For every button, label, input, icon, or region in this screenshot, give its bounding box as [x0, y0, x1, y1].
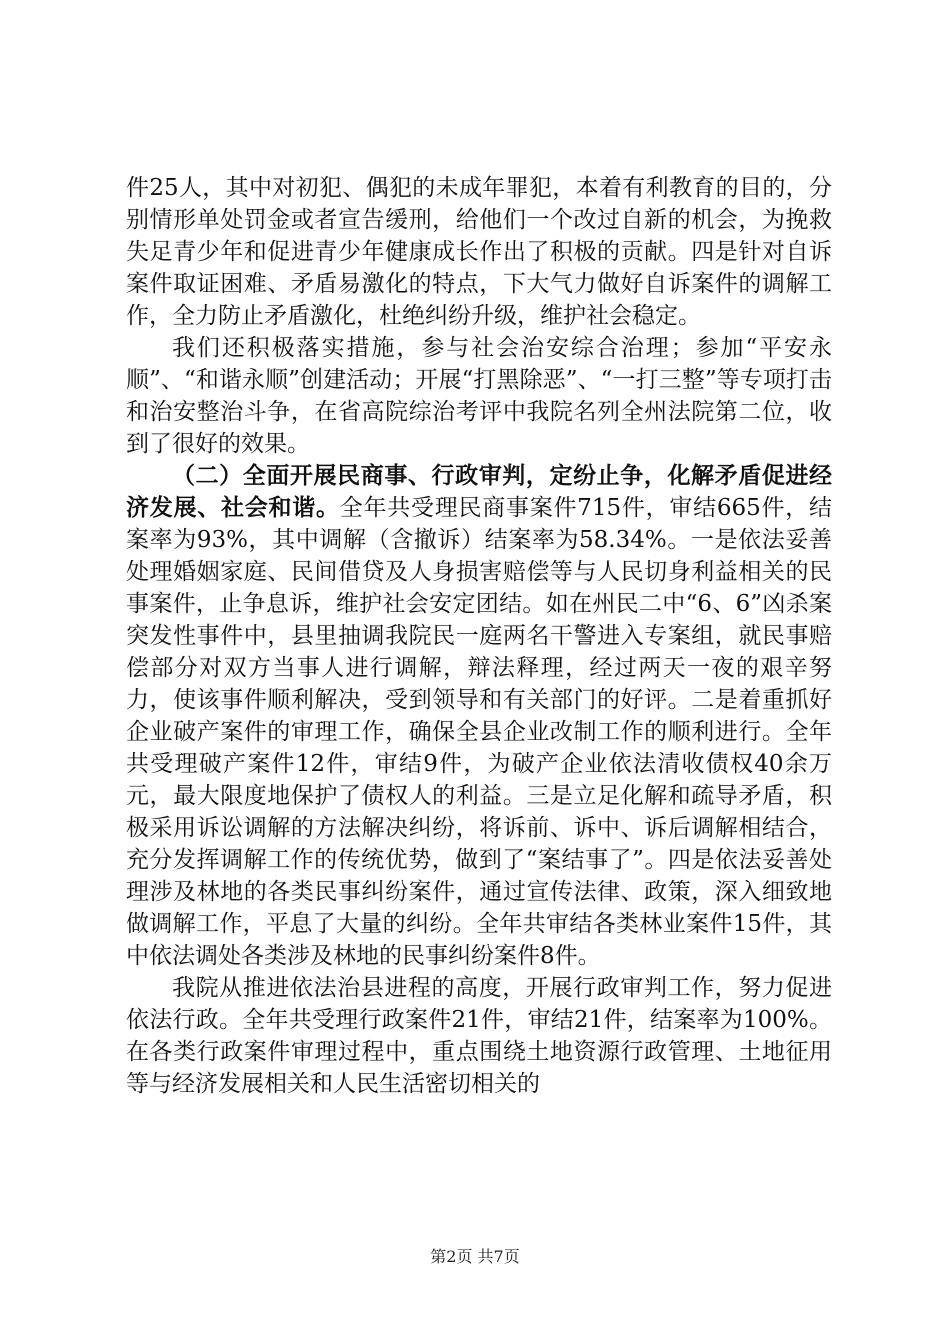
paragraph-text: 全年共受理民商事案件715件，审结665件，结案率为93%，其中调解（含撤诉）结案率为58.34%。一是依法妥善处理婚姻家庭、民间借贷及人身损害赔偿等与人民切身利益相关的民事案件，止争息诉，维护社会安定团结。如在州民二中“6、6”凶杀案突发性事件中，县里抽调我院民一庭两名干警进入专案组，就民事赔偿部分对双方当事人进行调解，辩法释理，经过两天一夜的艰辛努力，使该事件顺利解决，受到领导和有关部门的好评。二是着重抓好企业破产案件的审理工作，确保全县企业改制工作的顺利进行。全年共受理破产案件12件，审结9件，为破产企业依法清收债权40余万元，最大限度地保护了债权人的利益。三是立足化解和疏导矛盾，积极采用诉讼调解的方法解决纠纷，将诉前、诉中、诉后调解相结合，充分发挥调解工作的传统优势，做到了“案结事了”。四是依法妥善处理涉及林地的各类民事纠纷案件，通过宣传法律、政策，深入细致地做调解工作，平息了大量的纠纷。全年共审结各类林业案件15件，其中依法调处各类涉及林地的民事纠纷案件8件。 [126, 495, 832, 969]
page-footer: 第2页 共7页 [430, 1247, 520, 1266]
paragraph-text: 我院从推进依法治县进程的高度，开展行政审判工作，努力促进依法行政。全年共受理行政案件21件，审结21件，结案率为100%。在各类行政案件审理过程中，重点围绕土地资源行政管理、土地征用等与经济发展相关和人民生活密切相关的 [126, 975, 832, 1097]
section-heading: （二）全面开展民商事、行政审判，定纷止争，化解矛盾促进经济发展、社会和谐。 [126, 462, 832, 521]
paragraph-1 [126, 172, 832, 332]
paragraph-2 [126, 332, 832, 460]
paragraph-text: 件25人，其中对初犯、偶犯的未成年罪犯，本着有利教育的目的，分别情形单处罚金或者宣告缓刑，给他们一个改过自新的机会，为挽救失足青少年和促进青少年健康成长作出了积极的贡献。四是针对自诉案件取证困难、矛盾易激化的特点，下大气力做好自诉案件的调解工作，全力防止矛盾激化，杜绝纠纷升级，维护社会稳定。 [126, 175, 832, 329]
paragraph-text: 我们还积极落实措施，参与社会治安综合治理；参加“平安永顺”、“和谐永顺”创建活动；开展“打黑除恶”、“一打三整”等专项打击和治安整治斗争，在省高院综治考评中我院名列全州法院第二位，收到了很好的效果。 [126, 335, 832, 457]
body-text [126, 172, 832, 1100]
paragraph-4 [126, 972, 832, 1100]
paragraph-3 [126, 460, 832, 972]
